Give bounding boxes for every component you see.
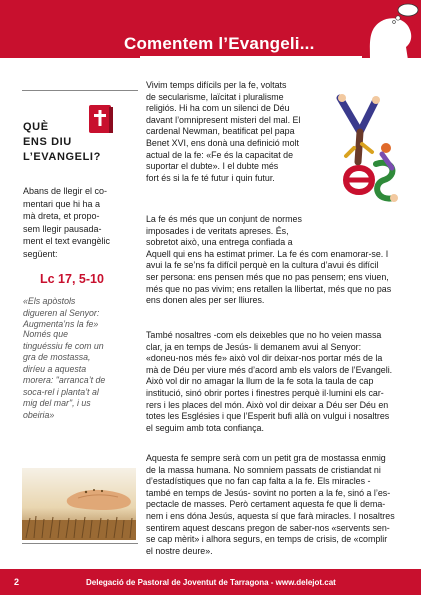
thinking-head-icon	[356, 0, 421, 60]
people-letters-illustration	[332, 92, 404, 210]
gospel-reference: Lc 17, 5-10	[40, 272, 104, 286]
sidebar-divider-bottom	[22, 543, 138, 544]
article-paragraph-3: També nosaltres -com els deixebles que no ho veien massa clar, ja en temps de Jesús- li demanem avui al Senyor: «doneu-nos més fe» això vol dir deixar-nos portar més de la mà de Déu per viure més d’acord amb els valors de l’Evangeli. Això vol dir no amagar la llum de la fe sota la taula de cap institució, sinó obrir portes i finestres perquè il·lumini els car- rers i les places del món. Això vol dir deixar a Déu ser Déu en totes les Esglésies i que l’Esperit bufi allà on vulgui i nosaltres el seguim amb tota confiança.	[146, 330, 393, 433]
sidebar-question: QUÈ ENS DIU L’EVANGELI?	[23, 121, 101, 163]
sidebar-divider-top	[22, 90, 138, 91]
footer-credit: Delegació de Pastoral de Joventut de Tarragona - www.delejot.cat	[86, 578, 336, 587]
article-paragraph-2: La fe és més que un conjunt de normes imposades i de veritats apreses. És, sobretot això, una entrega confiada a Aquell qui ens ha estimat primer. La fe és com enamorar-se. I avui la fe se’ns fa difícil perquè en la cultura d’avui és difícil ser persona: ens pensen més que no pas pensem; ens viuen, més que no pas vivim; ens retallen la llibertat, més que no pas ens donen ales per ser lliures.	[146, 214, 392, 306]
sidebar-quote-2: Només que tinguéssiu fe com un gra de mostassa, diríeu a aquesta morera: "arranca’t de soca-rel i planta’t al mig del mar", i us obeiria»	[23, 329, 106, 420]
sidebar-quote-1: «Els apòstols digueren al Senyor: Augmenta’ns la fe»	[23, 296, 100, 329]
article-paragraph-1: Vivim temps difícils per la fe, voltats de secularisme, laïcitat i pluralisme religiós. Hi ha com un silenci de Déu davant l’omnipresent misteri del mal. El cardenal Newman, beatificat pel papa Benet XVI, ens donà una definició molt actual de la fe: «Fe és la capacitat de suportar el dubte». I el dubte més fort és si la fe té futur i quin futur.	[146, 80, 301, 183]
page-footer	[0, 569, 421, 595]
article-paragraph-4: Aquesta fe sempre serà com un petit gra de mostassa enmig de la massa humana. No somniem passats de cristiandat ni d’estadístiques que no fan cap falta a la fe. Els miracles - també en temps de Jesús- sovint no porten a la fe, sinó a l’es- pectacle de masses. Però certament aquesta fe que li dema- nem i ens dóna Jesús, aquesta sí que farà miracles. I nosaltres sentirem aquest descans pregon de saber-nos «servents sen- se cap mèrit» i alhora segurs, en temps de crisis, de «complir el nostre deure».	[146, 453, 395, 556]
mustard-seed-hand-image	[22, 468, 136, 540]
sidebar-intro: Abans de llegir el co- mentari que hi ha a mà dreta, et propo- sem llegir pausada- ment el text evangèlic següent:	[23, 186, 111, 259]
page-title: Comentem l’Evangeli...	[124, 34, 315, 53]
title-underline	[140, 56, 362, 58]
page-number: 2	[14, 577, 20, 587]
